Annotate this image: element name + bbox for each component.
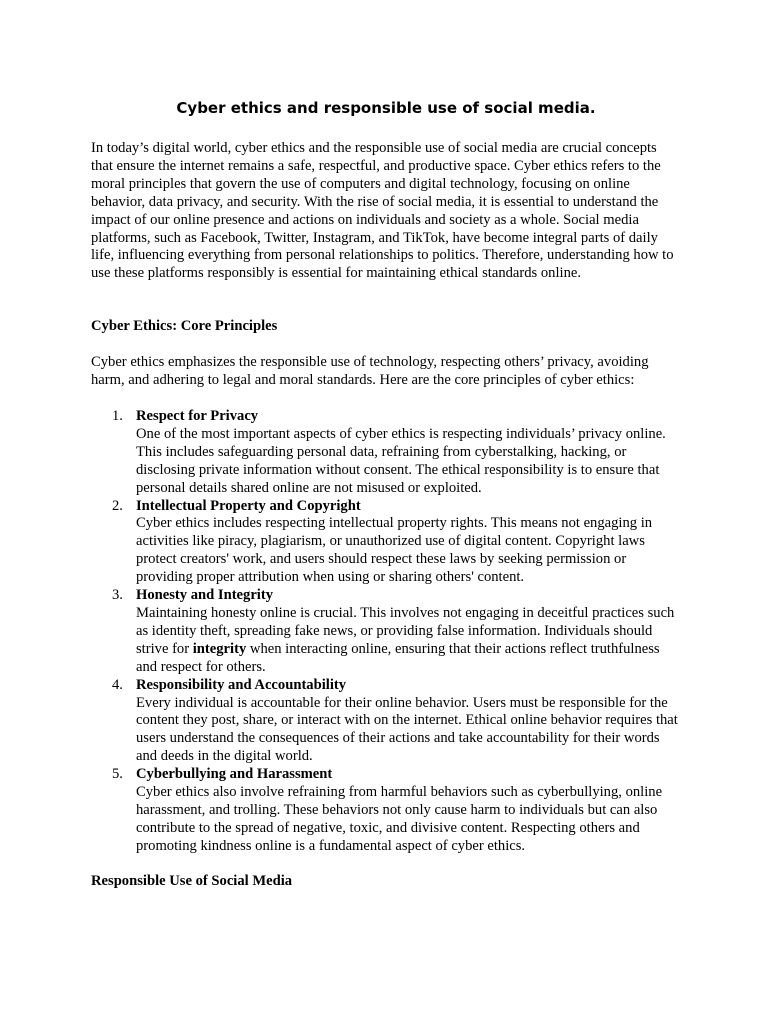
principles-list bbox=[91, 408, 681, 856]
principle-number: 2. bbox=[112, 497, 123, 514]
principle-number: 4. bbox=[112, 676, 123, 693]
principle-body: One of the most important aspects of cyber ethics is respecting individuals’ privacy online. This includes safeguarding personal data, refraining from cyberstalking, hacking, or disclosing private information without consent. The ethical responsibility is to ensure that personal details shared online are not misused or exploited. bbox=[136, 425, 666, 496]
principle-number: 3. bbox=[112, 587, 123, 604]
principle-title: Intellectual Property and Copyright bbox=[136, 497, 361, 514]
core-principles-lead-paragraph: Cyber ethics emphasizes the responsible use of technology, respecting others’ privacy, avoiding harm, and adhering to legal and moral standards. Here are the core principles of cyber ethics: bbox=[91, 354, 649, 388]
document-title: Cyber ethics and responsible use of social media. bbox=[176, 99, 596, 117]
principle-body: Cyber ethics also involve refraining from harmful behaviors such as cyberbullying, online harassment, and trolling. These behaviors not only cause harm to individuals but can also contribute to the spread of negative, toxic, and divisive content. Respecting others and promoting kindness online is a fundamental aspect of cyber ethics. bbox=[136, 784, 663, 854]
intro-paragraph: In today’s digital world, cyber ethics and the responsible use of social media are crucial concepts that ensure the internet remains a safe, respectful, and productive space. Cyber ethics refers to the moral principles that govern the use of computers and digital technology, focusing on online behavior, data privacy, and security. With the rise of social media, it is essential to understand the impact of our online presence and actions on individuals and society as a whole. Social media platforms, such as Facebook, Twitter, Instagram, and TikTok, have become integral parts of daily life, influencing everything from personal relationships to politics. Therefore, understanding how to use these platforms responsibly is essential for maintaining ethical standards online. bbox=[91, 140, 674, 282]
principle-number: 1. bbox=[112, 408, 123, 424]
principle-body-text: when interacting online, ensuring that their actions reflect truthfulness and respect for others. bbox=[136, 640, 660, 675]
principle-title: Responsibility and Accountability bbox=[136, 676, 347, 693]
principle-title: Honesty and Integrity bbox=[136, 587, 274, 604]
principle-item-intellectual-property bbox=[91, 498, 681, 588]
principle-body: Every individual is accountable for their online behavior. Users must be responsible for the content they post, share, or interact with on the internet. Ethical online behavior requires that users understand the consequences of their actions and take accountability for their words and deeds in the digital world. bbox=[136, 694, 678, 765]
principle-body-emphasis: integrity bbox=[192, 640, 247, 657]
principle-title: Cyberbullying and Harassment bbox=[136, 766, 333, 783]
principle-body: Cyber ethics includes respecting intellectual property rights. This means not engaging in activities like piracy, plagiarism, or unauthorized use of digital content. Copyright laws protect creators' work, and users should respect these laws by seeking permission or providing proper attribution when using or sharing others' content. bbox=[136, 515, 653, 586]
principle-number: 5. bbox=[112, 766, 123, 783]
principle-item-responsibility bbox=[91, 677, 681, 767]
principle-title: Respect for Privacy bbox=[136, 408, 259, 424]
principle-body bbox=[136, 605, 681, 677]
principle-item-cyberbullying bbox=[91, 766, 681, 856]
section-heading-responsible-use: Responsible Use of Social Media bbox=[91, 873, 293, 889]
principle-item-honesty bbox=[91, 587, 681, 677]
principle-item-privacy bbox=[91, 408, 681, 498]
principle-body-text: Maintaining honesty online is crucial. This involves not engaging in deceitful practices such as identity theft, spreading fake news, or providing false information. Individuals should strive for bbox=[136, 604, 675, 657]
section-heading-core-principles: Cyber Ethics: Core Principles bbox=[91, 318, 278, 334]
